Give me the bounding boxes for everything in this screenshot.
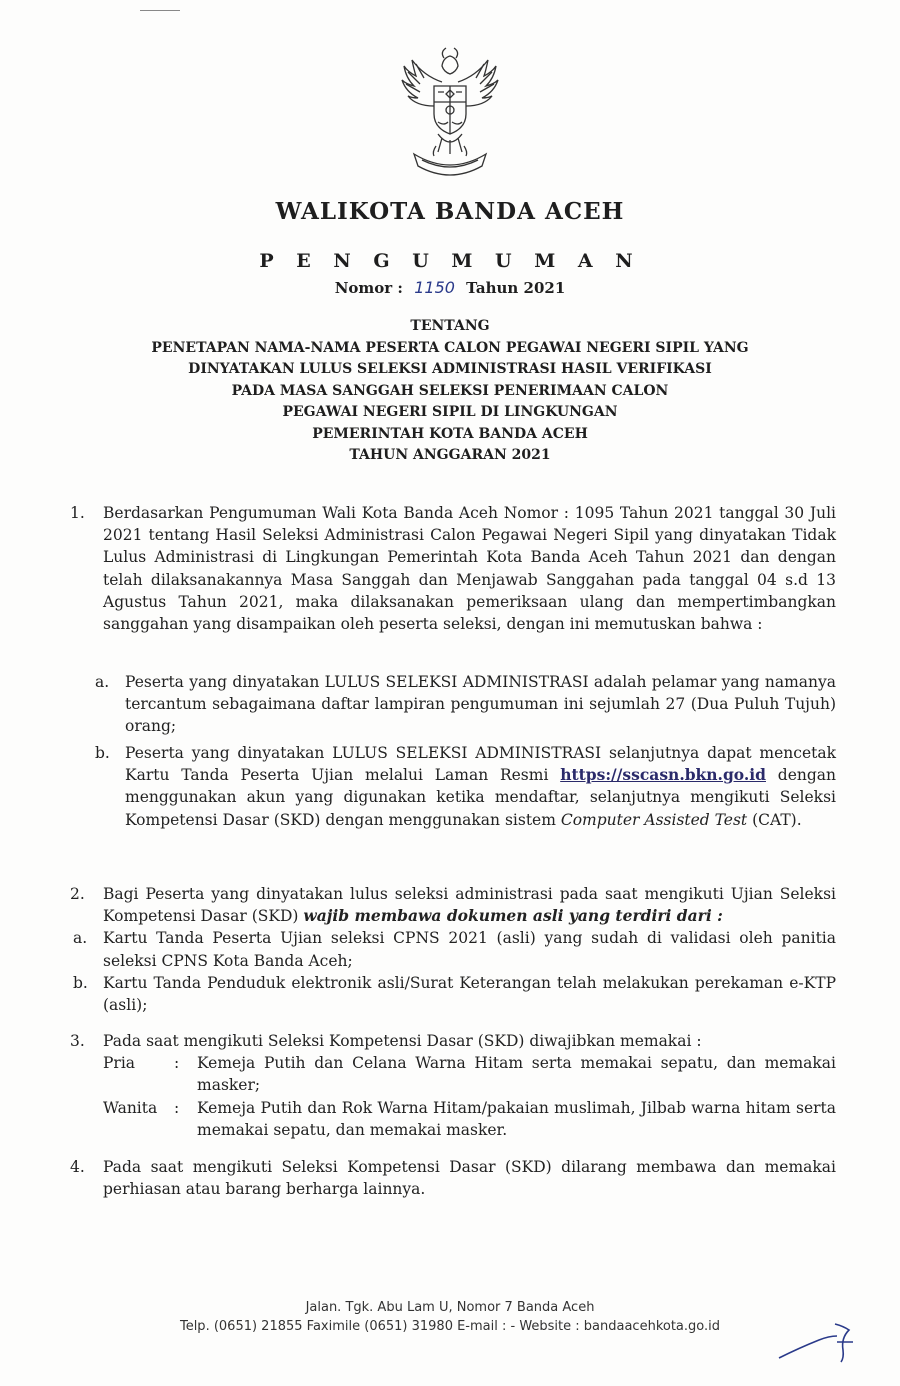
subject-line: PEGAWAI NEGERI SIPIL DI LINGKUNGAN [282,404,618,420]
dress-text-wanita: Kemeja Putih dan Rok Warna Hitam/pakaian muslimah, Jilbab warna hitam serta memakai sepatu, dan memakai masker. [197,1098,836,1139]
document-type: P E N G U M U M A N [259,250,641,272]
item-1-sub-b [70,742,836,831]
subject-label: TENTANG [410,318,490,334]
sub-text: Peserta yang dinyatakan LULUS SELEKSI ADMINISTRASI adalah pelamar yang namanya tercantum sebagaimana daftar lampiran pengumuman ini sejumlah 27 (Dua Puluh Tujuh) orang; [125,673,836,736]
item-emphasis: wajib membawa dokumen asli yang terdiri dari : [303,906,723,926]
item-1-sub-a [70,671,836,738]
authority-title: WALIKOTA BANDA ACEH [275,198,625,225]
subject-line: TAHUN ANGGARAN 2021 [349,447,551,463]
dress-label-pria: Pria [103,1054,136,1073]
subject-line: PEMERINTAH KOTA BANDA ACEH [312,425,588,442]
nomor-label: Nomor : [334,279,403,297]
sub-letter: b. [73,973,88,992]
item-2 [70,883,836,1016]
sub-letter: b. [95,744,110,762]
footer-address: Jalan. Tgk. Abu Lam U, Nomor 7 Banda Aceh [305,1300,595,1315]
item-number: 1. [70,504,85,522]
document-number [0,278,900,297]
dress-colon: : [174,1054,180,1073]
item-number: 3. [70,1032,85,1050]
item-number: 4. [70,1158,85,1176]
subject-block [0,316,900,467]
sub-letter: a. [95,673,110,691]
initial-signature-icon [775,1318,865,1368]
item-text: Berdasarkan Pengumuman Wali Kota Banda Aceh Nomor : 1095 Tahun 2021 tanggal 30 Juli 2021 tentang Hasil Seleksi Administrasi Calon Pegawai Negeri Sipil yang dinyatakan Tidak Lulus Administrasi di Lingkungan Pemerintah Kota Banda Aceh Tahun 2021 dan dengan telah dilaksanakannya Masa Sanggah dan Menjawab Sanggahan pada tanggal 04 s.d 13 Agustus Tahun 2021, maka dilaksanakan pemeriksaan ulang dan mempertimbangkan sanggahan yang disampaikan oleh peserta seleksi, dengan ini memutuskan bahwa : [103,504,836,634]
item-text: Bagi Peserta yang dinyatakan lulus seleksi administrasi pada saat mengikuti Ujian Seleksi Kompetensi Dasar (SKD) [103,885,836,926]
garuda-emblem-icon [392,42,508,182]
subject-line: PENETAPAN NAMA-NAMA PESERTA CALON PEGAWAI NEGERI SIPIL YANG [151,339,749,356]
subject-line: PADA MASA SANGGAH SELEKSI PENERIMAAN CALON [231,382,669,399]
item-1 [70,502,836,635]
item-3 [70,1030,836,1141]
item-number: 2. [70,885,85,903]
sub-text: (CAT). [752,810,802,829]
dress-text-pria: Kemeja Putih dan Celana Warna Hitam serta memakai sepatu, dan memakai masker; [197,1054,836,1095]
sub-text: Kartu Tanda Peserta Ujian seleksi CPNS 2021 (asli) yang sudah di validasi oleh panitia seleksi CPNS Kota Banda Aceh; [103,929,836,970]
item-4 [70,1156,836,1200]
nomor-value: 1150 [414,278,455,297]
dress-colon: : [174,1098,180,1117]
sub-letter: a. [73,929,88,948]
sub-text: Kartu Tanda Penduduk elektronik asli/Surat Keterangan telah melakukan perekaman e-KTP (asli); [103,973,836,1015]
scan-mark [140,10,180,11]
item-text: Pada saat mengikuti Seleksi Kompetensi Dasar (SKD) diwajibkan memakai : [103,1032,702,1050]
subject-line: DINYATAKAN LULUS SELEKSI ADMINISTRASI HASIL VERIFIKASI [188,361,712,377]
cat-term: Computer Assisted Test [560,810,748,829]
sub-text: Peserta yang dinyatakan LULUS SELEKSI ADMINISTRASI selanjutnya dapat mencetak Kartu Tanda Peserta Ujian melalui Laman Resmi [125,744,836,785]
sub-text: dengan menggunakan akun yang digunakan ketika mendaftar, selanjutnya mengikuti Seleksi Kompetensi Dasar (SKD) dengan menggunakan sistem [125,766,836,829]
nomor-year: Tahun 2021 [466,279,566,297]
item-text: Pada saat mengikuti Seleksi Kompetensi Dasar (SKD) dilarang membawa dan memakai perhiasan atau barang berharga lainnya. [103,1158,836,1199]
letterhead-footer [0,1298,900,1336]
dress-label-wanita: Wanita [103,1098,158,1117]
sscasn-link[interactable]: https://sscasn.bkn.go.id [560,765,766,785]
footer-contact: Telp. (0651) 21855 Faximile (0651) 31980 E-mail : - Website : bandaacehkota.go.id [179,1319,721,1334]
